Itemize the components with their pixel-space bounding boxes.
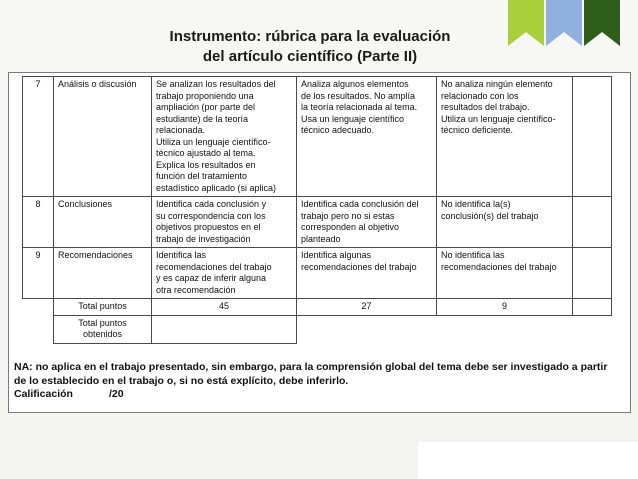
na-note: NA: no aplica en el trabajo presentado, sin embargo, para la comprensión global del tema debe ser investigado a partir de lo establecido en el trabajo o, si no está explícito, debe inferirlo. — [14, 361, 608, 387]
criterion-name: Análisis o discusión — [54, 77, 152, 197]
empty-cell — [23, 299, 54, 316]
cell-line: recomendaciones del trabajo — [301, 261, 417, 272]
cell-line: Analiza algunos elementos — [301, 79, 409, 89]
cell-line: estadístico aplicado (si aplica) — [156, 182, 277, 193]
level-mid-cell — [297, 77, 437, 197]
cell-line: trabajo de investigación — [156, 233, 251, 244]
cell-line: Explica los resultados en — [156, 159, 256, 170]
cell-line: Utiliza un lenguaje científico- — [441, 113, 556, 124]
empty-cell — [23, 315, 54, 343]
cell-line: Identifica cada conclusión y — [156, 199, 267, 209]
score-cell — [573, 299, 612, 316]
cell-line: ampliación (por parte del — [156, 102, 256, 112]
table-row — [23, 248, 612, 299]
total-row — [23, 299, 612, 316]
cell-line: y es capaz de inferir alguna — [156, 273, 267, 283]
slide-title — [150, 27, 470, 67]
row-number: 7 — [23, 77, 54, 197]
criterion-name: Recomendaciones — [54, 248, 152, 299]
total-low: 9 — [437, 299, 573, 316]
level-high-cell — [152, 77, 297, 197]
row-number: 9 — [23, 248, 54, 299]
empty-cell — [573, 315, 612, 343]
cell-line: técnico adecuado. — [301, 125, 375, 135]
bottom-white-box — [418, 442, 638, 479]
cell-line: Identifica cada conclusión del — [301, 199, 419, 209]
total-label: Total puntos — [54, 299, 152, 316]
total-high: 45 — [152, 299, 297, 316]
cell-line: otra recomendación — [156, 284, 236, 295]
cell-line: Usa un lenguaje científico — [301, 113, 405, 124]
row-number: 8 — [23, 197, 54, 248]
empty-cell — [437, 315, 573, 343]
score-cell — [573, 197, 612, 248]
cell-line: relacionado con los — [441, 90, 519, 101]
table-row — [23, 197, 612, 248]
cell-line: planteado — [301, 233, 341, 244]
ribbon-decoration-green — [508, 0, 544, 46]
slide-title-line-1: Instrumento: rúbrica para la evaluación — [169, 28, 451, 45]
calificacion-label: Calificación — [14, 388, 73, 400]
level-low-cell — [437, 248, 573, 299]
ribbon-decoration-darkgreen — [584, 0, 620, 46]
total-mid: 27 — [297, 299, 437, 316]
cell-line: relacionada. — [156, 125, 206, 135]
cell-line: conclusión(s) del trabajo — [441, 210, 539, 221]
cell-line: No analiza ningún elemento — [441, 79, 553, 89]
cell-line: Identifica las — [156, 250, 207, 260]
empty-cell — [297, 315, 437, 343]
cell-line: resultados del trabajo. — [441, 102, 530, 112]
calificacion — [14, 388, 124, 400]
cell-line: Identifica algunas — [301, 250, 372, 260]
cell-line: recomendaciones del trabajo — [156, 261, 272, 272]
obtained-label-line-1: Total puntos — [78, 317, 127, 328]
ribbon-decoration-blue — [546, 0, 582, 46]
criterion-name: Conclusiones — [54, 197, 152, 248]
level-mid-cell — [297, 197, 437, 248]
cell-line: de los resultados. No amplía — [301, 90, 416, 101]
cell-line: No identifica las — [441, 250, 505, 260]
cell-line: Se analizan los resultados del — [156, 79, 276, 89]
rubric-table — [22, 76, 612, 344]
score-cell — [573, 77, 612, 197]
cell-line: objetivos propuestos en el — [156, 222, 261, 232]
calificacion-value: /20 — [108, 388, 124, 400]
level-low-cell — [437, 77, 573, 197]
level-high-cell — [152, 197, 297, 248]
obtained-label-line-2: obtenidos — [82, 329, 123, 339]
cell-line: estudiante) de la teoría — [156, 113, 249, 124]
level-high-cell — [152, 248, 297, 299]
score-cell — [573, 248, 612, 299]
level-low-cell — [437, 197, 573, 248]
table-row — [23, 77, 612, 197]
level-mid-cell — [297, 248, 437, 299]
cell-line: su correspondencia con los — [156, 210, 266, 221]
cell-line: corresponden al objetivo — [301, 222, 400, 232]
slide-title-line-2: del artículo científico (Parte II) — [202, 48, 418, 65]
cell-line: técnico deficiente. — [441, 125, 514, 135]
cell-line: Utiliza un lenguaje científico- — [156, 136, 271, 147]
cell-line: técnico ajustado al tema. — [156, 148, 256, 158]
cell-line: la teoría relacionada al tema. — [301, 102, 418, 112]
cell-line: trabajo pero no si estas — [301, 210, 395, 221]
obtained-label — [54, 315, 152, 343]
obtained-row — [23, 315, 612, 343]
obtained-value-cell — [152, 315, 297, 343]
cell-line: función del tratamiento — [156, 171, 248, 181]
cell-line: No identifica la(s) — [441, 199, 511, 209]
cell-line: trabajo proponiendo una — [156, 90, 254, 101]
cell-line: recomendaciones del trabajo — [441, 261, 557, 272]
